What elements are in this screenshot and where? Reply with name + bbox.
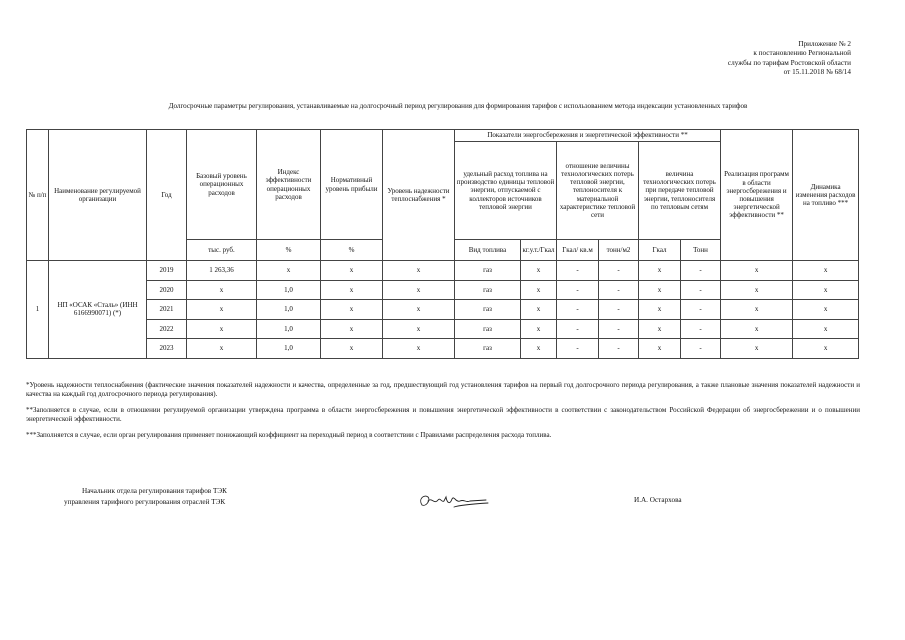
cell-index: х (257, 261, 321, 281)
cell-index: 1,0 (257, 319, 321, 339)
cell-fuel-type: газ (455, 339, 521, 359)
cell-program: х (721, 261, 793, 281)
cell-loss-heat: х (639, 261, 681, 281)
cell-loss-carrier: - (681, 339, 721, 359)
unit-profit-level: % (321, 240, 383, 261)
footnote-energy-program: **Заполняется в случае, если в отношении регулируемой организации утверждена программа в области энергосбережения и повышения энергетической эффективности в соответствии с законодательством Российской Федерации об энергосбережении и о повышении энергетической эффективности. (26, 405, 860, 424)
cell-loss-carrier: - (681, 300, 721, 320)
cell-year: 2023 (147, 339, 187, 359)
table-row (27, 339, 859, 359)
cell-fuel-value: х (521, 261, 557, 281)
unit-fuel: кг.у.т./Гкал (521, 240, 557, 261)
header-energy-group: Показатели энергосбережения и энергетической эффективности ** (455, 130, 721, 142)
cell-ratio-heat: - (557, 339, 599, 359)
cell-ratio-carrier: - (599, 319, 639, 339)
cell-program: х (721, 319, 793, 339)
header-profit-level: Нормативный уровень прибыли (321, 130, 383, 240)
cell-dynamics: х (793, 300, 859, 320)
header-fuel-consumption: удельный расход топлива на производство единицы тепловой энергии, отпускаемой с коллекторов источников тепловой энергии (455, 142, 557, 240)
handwritten-signature (416, 491, 496, 513)
cell-reliability: х (383, 300, 455, 320)
cell-reliability: х (383, 261, 455, 281)
cell-ratio-heat: - (557, 261, 599, 281)
footnote-reliability: *Уровень надежности теплоснабжения (фактические значения показателей надежности и качества, определенные за год, предшествующий год установления тарифов на первый год долгосрочного периода регулирования, а также плановые значения показателей надежности и качества на каждый год долгосрочного периода регулирования). (26, 381, 860, 399)
cell-year: 2020 (147, 280, 187, 300)
org-name: НП «ОСАК «Сталь» (ИНН 6166990071) (*) (49, 261, 147, 359)
header-base-level: Базовый уровень операционных расходов (187, 130, 257, 240)
cell-loss-carrier: - (681, 261, 721, 281)
cell-profit: х (321, 339, 383, 359)
unit-efficiency-index: % (257, 240, 321, 261)
table-row (27, 261, 859, 281)
cell-profit: х (321, 300, 383, 320)
cell-year: 2022 (147, 319, 187, 339)
cell-program: х (721, 280, 793, 300)
cell-year: 2019 (147, 261, 187, 281)
cell-base: х (187, 280, 257, 300)
cell-base: х (187, 319, 257, 339)
table-row (27, 280, 859, 300)
header-efficiency-index: Индекс эффективности операционных расходов (257, 130, 321, 240)
org-number: 1 (27, 261, 49, 359)
cell-dynamics: х (793, 339, 859, 359)
cell-dynamics: х (793, 319, 859, 339)
signatory-name: И.А. Остархова (634, 496, 682, 504)
cell-program: х (721, 339, 793, 359)
cell-reliability: х (383, 319, 455, 339)
position-line-1: Начальник отдела регулирования тарифов ТЭК (82, 487, 227, 495)
cell-fuel-value: х (521, 300, 557, 320)
footnote-fuel-dynamics: ***Заполняется в случае, если орган регулирования применяет понижающий коэффициент на переходный период в соответствии с Правилами распределения расхода топлива. (26, 430, 552, 439)
cell-fuel-value: х (521, 280, 557, 300)
unit-losses-heat: Гкал (639, 240, 681, 261)
appendix-line-3: службы по тарифам Ростовской области (727, 58, 851, 67)
cell-loss-heat: х (639, 300, 681, 320)
cell-dynamics: х (793, 261, 859, 281)
header-year: Год (147, 130, 187, 261)
cell-profit: х (321, 319, 383, 339)
cell-ratio-carrier: - (599, 339, 639, 359)
cell-index: 1,0 (257, 300, 321, 320)
table-row (27, 300, 859, 320)
position-line-2: управления тарифного регулирования отраслей ТЭК (64, 497, 226, 506)
header-org: Наименование регулируемой организации (49, 130, 147, 261)
parameters-table (26, 129, 859, 359)
cell-loss-heat: х (639, 280, 681, 300)
cell-fuel-type: газ (455, 319, 521, 339)
cell-index: 1,0 (257, 280, 321, 300)
appendix-header (591, 40, 851, 77)
footnotes (26, 381, 860, 446)
cell-fuel-type: газ (455, 300, 521, 320)
cell-fuel-value: х (521, 319, 557, 339)
unit-base-level: тыс. руб. (187, 240, 257, 261)
unit-loss-ratio-carrier: тонн/м2 (599, 240, 639, 261)
cell-profit: х (321, 280, 383, 300)
cell-ratio-carrier: - (599, 300, 639, 320)
signatory-position (64, 486, 304, 507)
table-row (27, 319, 859, 339)
cell-index: 1,0 (257, 339, 321, 359)
cell-fuel-type: газ (455, 261, 521, 281)
appendix-line-2: к постановлению Региональной (753, 49, 851, 58)
cell-reliability: х (383, 339, 455, 359)
document-title: Долгосрочные параметры регулирования, устанавливаемые на долгосрочный период регулирования для формирования тарифов с использованием метода индексации установленных тарифов (168, 102, 748, 110)
appendix-line-1: Приложение № 2 (798, 40, 851, 48)
header-program: Реализация программ в области энергосбережения и повышения энергетической эффективности ** (721, 130, 793, 261)
cell-fuel-value: х (521, 339, 557, 359)
unit-losses-carrier: Тонн (681, 240, 721, 261)
cell-program: х (721, 300, 793, 320)
cell-year: 2021 (147, 300, 187, 320)
cell-loss-carrier: - (681, 319, 721, 339)
cell-profit: х (321, 261, 383, 281)
header-reliability: Уровень надежности теплоснабжения * (383, 130, 455, 261)
cell-base: 1 263,36 (187, 261, 257, 281)
cell-ratio-heat: - (557, 319, 599, 339)
appendix-line-4: от 15.11.2018 № 68/14 (783, 67, 851, 76)
cell-loss-carrier: - (681, 280, 721, 300)
cell-dynamics: х (793, 280, 859, 300)
header-losses: величина технологических потерь при передаче тепловой энергии, теплоносителя по тепловым сетям (639, 142, 721, 240)
cell-loss-heat: х (639, 339, 681, 359)
header-loss-ratio: отношение величины технологических потерь тепловой энергии, теплоносителя к материальной характеристике тепловой сети (557, 142, 639, 240)
cell-base: х (187, 300, 257, 320)
unit-fuel-type: Вид топлива (455, 240, 521, 261)
cell-base: х (187, 339, 257, 359)
cell-ratio-heat: - (557, 280, 599, 300)
cell-ratio-carrier: - (599, 280, 639, 300)
header-num: № п/п (27, 130, 49, 261)
header-fuel-dynamics: Динамика изменения расходов на топливо *** (793, 130, 859, 261)
unit-loss-ratio-heat: Гкал/ кв.м (557, 240, 599, 261)
cell-loss-heat: х (639, 319, 681, 339)
cell-ratio-carrier: - (599, 261, 639, 281)
cell-ratio-heat: - (557, 300, 599, 320)
cell-fuel-type: газ (455, 280, 521, 300)
cell-reliability: х (383, 280, 455, 300)
